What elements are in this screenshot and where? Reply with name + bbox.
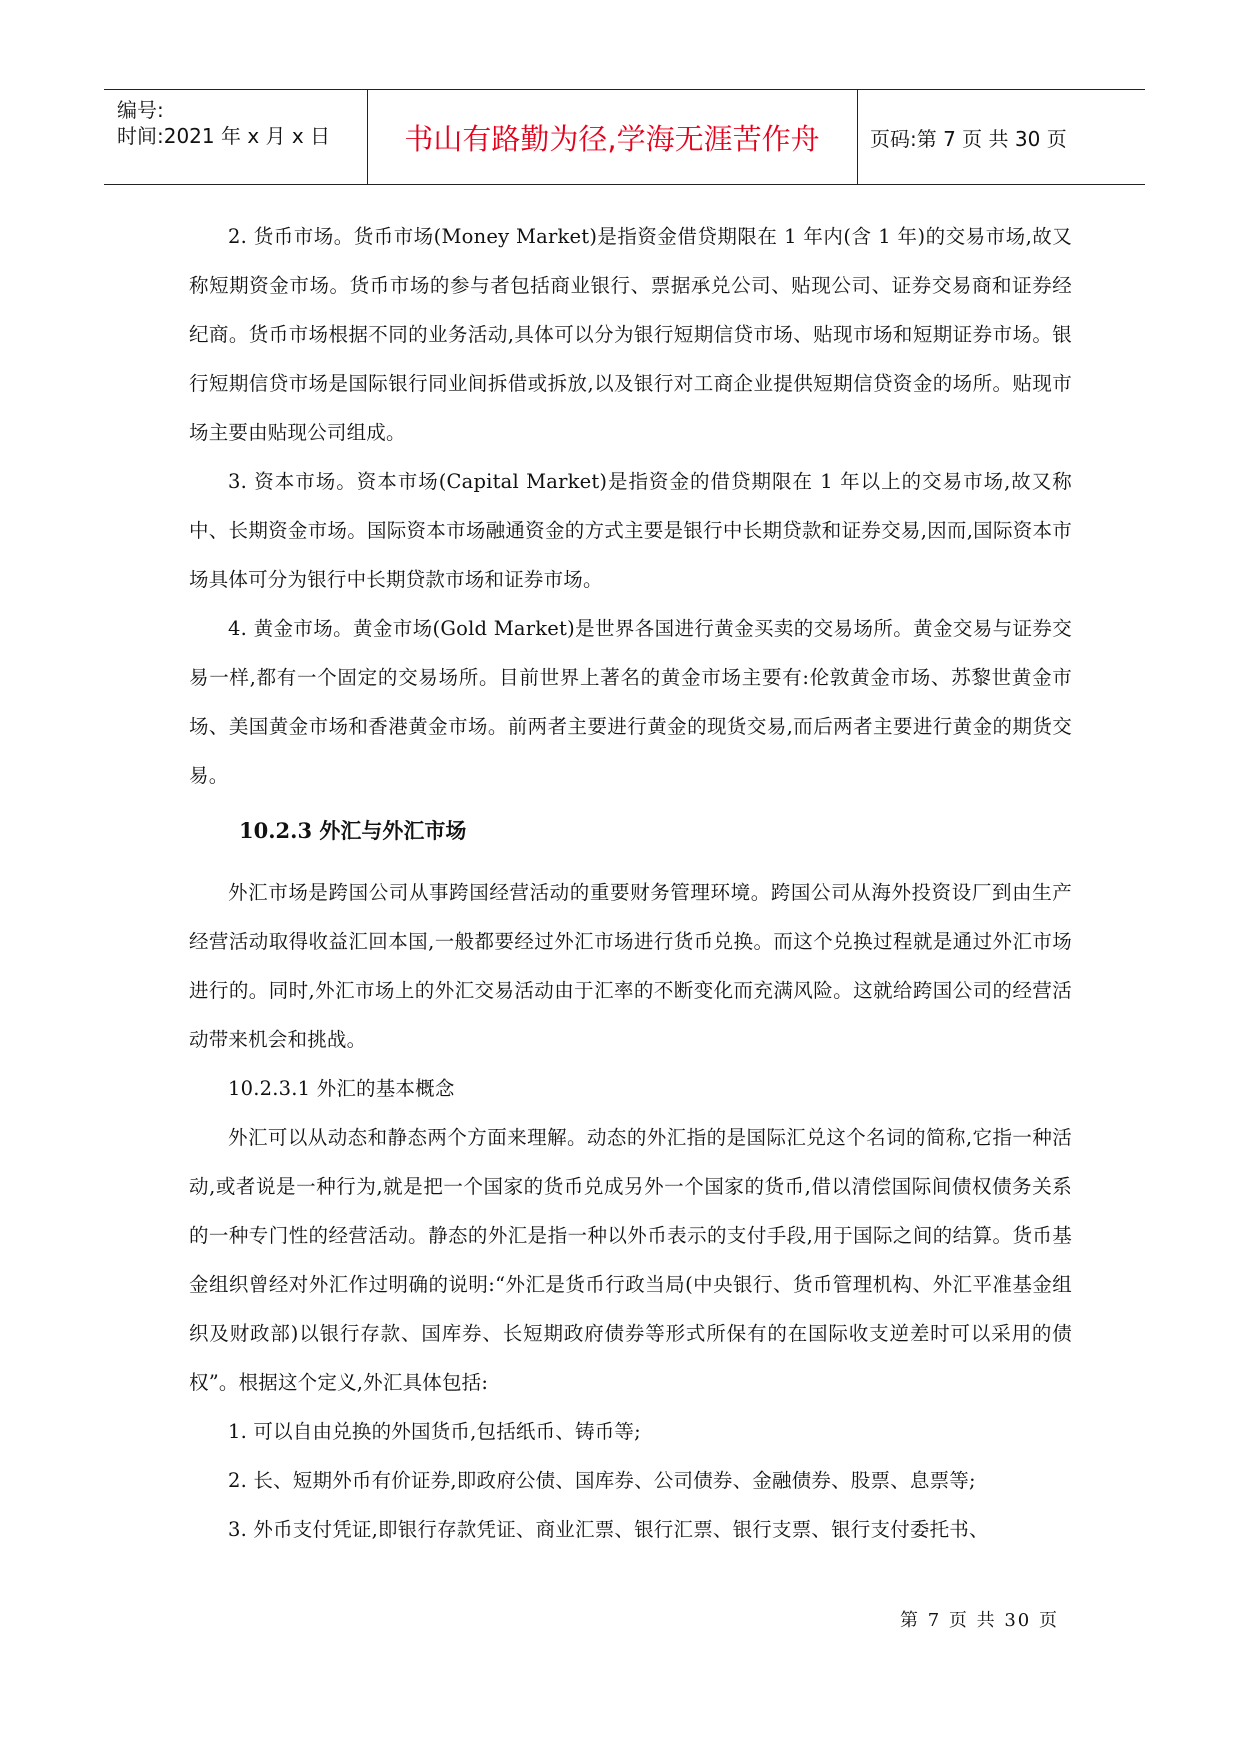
document-time-label: 时间:2021 年 x 月 x 日 <box>117 124 331 148</box>
list-item-1: 1. 可以自由兑换的外国货币,包括纸币、铸币等; <box>228 1420 641 1443</box>
header-middle-cell <box>367 90 858 184</box>
page-footer: 第 7 页 共 30 页 <box>900 1610 1059 1631</box>
paragraph-money-market: 2. 货币市场。货币市场(Money Market)是指资金借贷期限在 1 年内(含 1 年)的交易市场,故又称短期资金市场。货币市场的参与者包括商业银行、票据承兑公司、贴现公司、证券交易商和证券经纪商。货币市场根据不同的业务活动,具体可以分为银行短期信贷市场、贴现市场和短期证券市场。银行短期信贷市场是国际银行同业间拆借或拆放,以及银行对工商企业提供短期信贷资金的场所。贴现市场主要由贴现公司组成。 <box>189 225 1072 444</box>
paragraph-fx-definition: 外汇可以从动态和静态两个方面来理解。动态的外汇指的是国际汇兑这个名词的简称,它指一种活动,或者说是一种行为,就是把一个国家的货币兑成另外一个国家的货币,借以清偿国际间债权债务关系的一种专门性的经营活动。静态的外汇是指一种以外币表示的支付手段,用于国际之间的结算。货币基金组织曾经对外汇作过明确的说明:“外汇是货币行政当局(中央银行、货币管理机构、外汇平准基金组织及财政部)以银行存款、国库券、长短期政府债券等形式所保有的在国际收支逆差时可以采用的债权”。根据这个定义,外汇具体包括: <box>189 1126 1072 1394</box>
paragraph-capital-market: 3. 资本市场。资本市场(Capital Market)是指资金的借贷期限在 1 年以上的交易市场,故又称中、长期资金市场。国际资本市场融通资金的方式主要是银行中长期贷款和证券交易,因而,国际资本市场具体可分为银行中长期贷款市场和证券市场。 <box>189 470 1072 591</box>
list-item-2: 2. 长、短期外币有价证券,即政府公债、国库券、公司债券、金融债券、股票、息票等; <box>228 1469 976 1492</box>
page-header <box>104 89 1145 185</box>
subsection-title: 10.2.3.1 外汇的基本概念 <box>228 1077 455 1100</box>
header-right-cell <box>857 90 1145 184</box>
header-page-label: 页码:第 7 页 共 30 页 <box>870 127 1067 151</box>
document-number-label: 编号: <box>117 98 164 122</box>
header-motto: 书山有路勤为径,学海无涯苦作舟 <box>404 122 820 156</box>
paragraph-gold-market: 4. 黄金市场。黄金市场(Gold Market)是世界各国进行黄金买卖的交易场所。黄金交易与证券交易一样,都有一个固定的交易场所。目前世界上著名的黄金市场主要有:伦敦黄金市场、苏黎世黄金市场、美国黄金市场和香港黄金市场。前两者主要进行黄金的现货交易,而后两者主要进行黄金的期货交易。 <box>189 617 1072 787</box>
document-body <box>189 212 1072 1554</box>
section-heading: 10.2.3 外汇与外汇市场 <box>239 818 467 843</box>
list-item-3: 3. 外币支付凭证,即银行存款凭证、商业汇票、银行汇票、银行支票、银行支付委托书、 <box>228 1518 989 1541</box>
paragraph-fx-market-intro: 外汇市场是跨国公司从事跨国经营活动的重要财务管理环境。跨国公司从海外投资设厂到由生产经营活动取得收益汇回本国,一般都要经过外汇市场进行货币兑换。而这个兑换过程就是通过外汇市场进行的。同时,外汇市场上的外汇交易活动由于汇率的不断变化而充满风险。这就给跨国公司的经营活动带来机会和挑战。 <box>189 881 1072 1051</box>
header-left-cell <box>104 90 368 184</box>
